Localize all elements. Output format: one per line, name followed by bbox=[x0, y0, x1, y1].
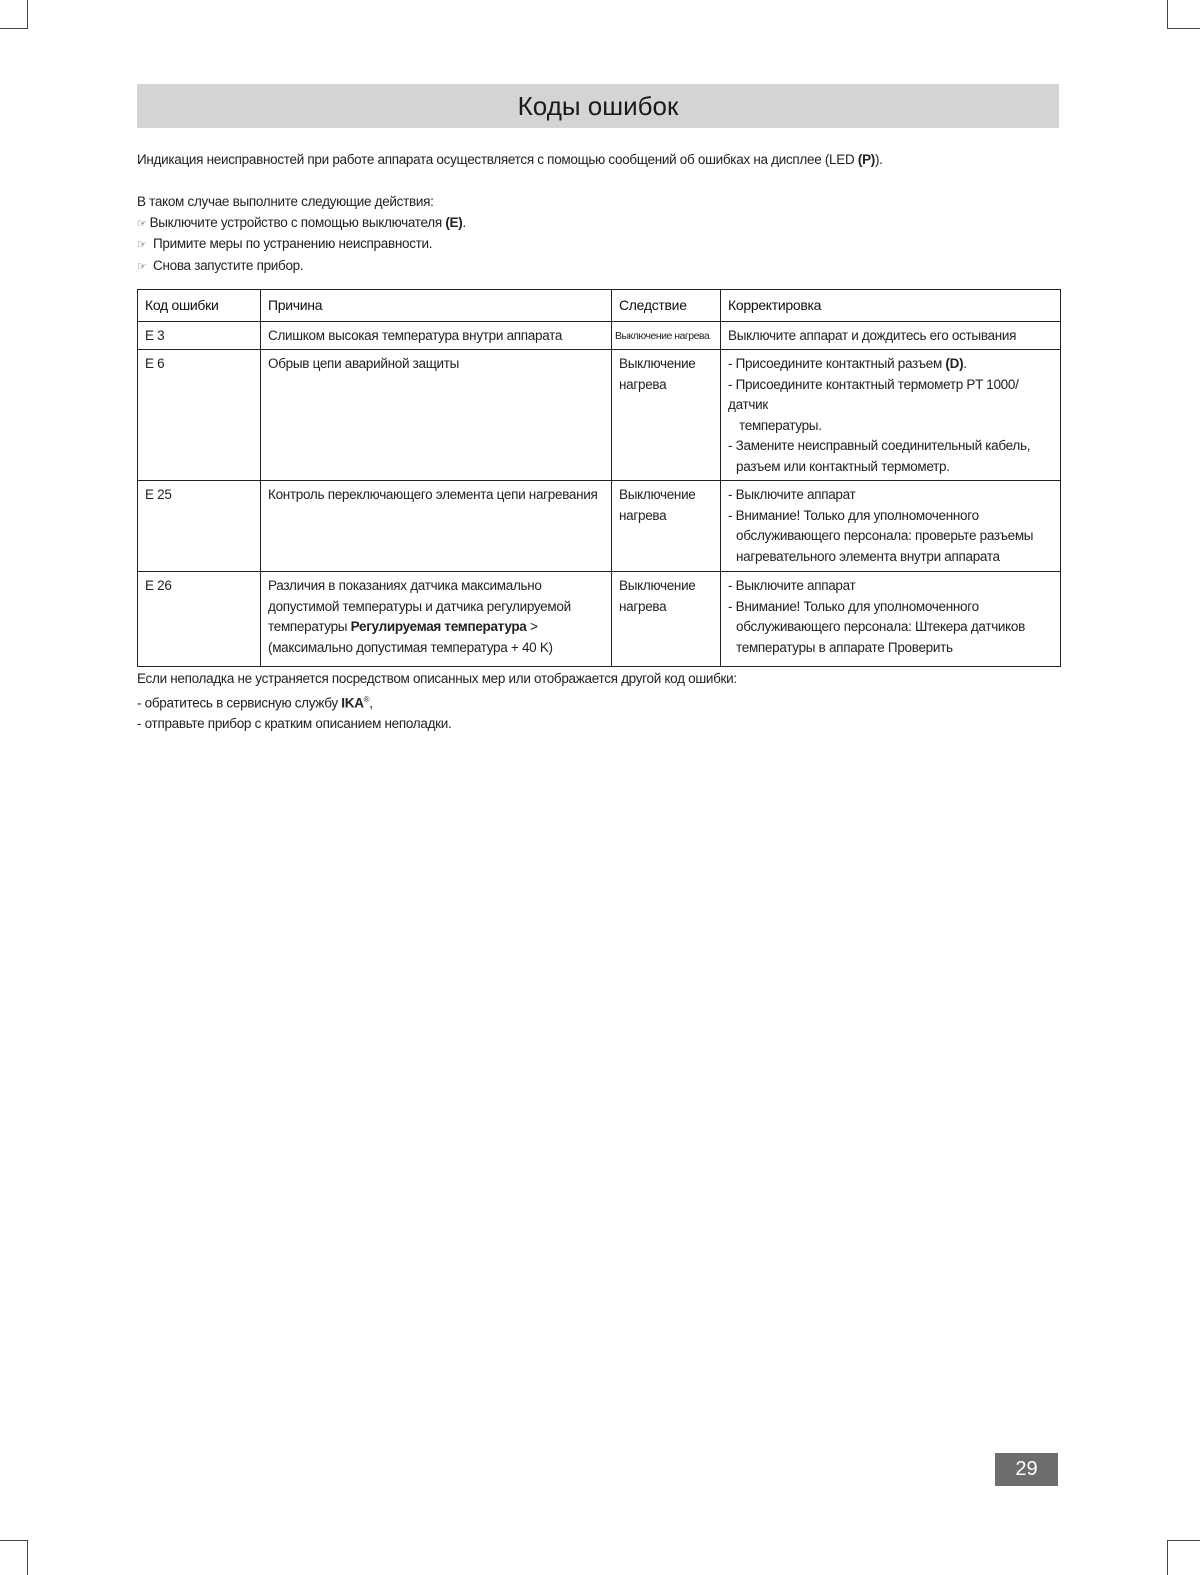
intro-paragraph bbox=[137, 150, 883, 171]
fix-line: температуры в аппарате Проверить bbox=[736, 639, 953, 655]
action-text: Выключите устройство с помощью выключателя bbox=[149, 214, 446, 230]
error-fix bbox=[721, 572, 1061, 667]
action-bold: (E) bbox=[445, 214, 463, 230]
footer-end: , bbox=[369, 695, 373, 710]
crop-mark bbox=[0, 1540, 28, 1541]
action-end: . bbox=[462, 214, 466, 230]
header-code: Код ошибки bbox=[138, 290, 261, 322]
action-item bbox=[137, 213, 466, 235]
error-fix bbox=[721, 481, 1061, 572]
cause-end: > (максимально допустимая температура + 40 K) bbox=[268, 619, 553, 655]
error-effect: Выключение нагрева bbox=[612, 350, 721, 481]
fix-line: температуры. bbox=[739, 417, 822, 433]
brand-name: IKA bbox=[341, 695, 364, 710]
crop-mark bbox=[1167, 0, 1168, 28]
footer-block bbox=[137, 669, 737, 734]
error-cause: Обрыв цепи аварийной защиты bbox=[261, 350, 612, 481]
crop-mark bbox=[1167, 28, 1200, 29]
table-row bbox=[138, 481, 1061, 572]
fix-line bbox=[728, 356, 967, 371]
page-title: Коды ошибок bbox=[137, 84, 1059, 128]
fix-line: обслуживающего персонала: проверьте разъемы bbox=[736, 528, 1034, 543]
fix-line: - Выключите аппарат bbox=[728, 578, 856, 593]
pointing-hand-icon: ☞ bbox=[137, 239, 147, 251]
crop-mark bbox=[1167, 1540, 1168, 1575]
fix-bold: (D) bbox=[945, 356, 964, 371]
footer-line bbox=[137, 690, 737, 714]
fix-line: - Выключите аппарат bbox=[728, 487, 856, 502]
error-code: E 25 bbox=[138, 481, 261, 572]
fix-line: разъем или контактный термометр. bbox=[736, 458, 950, 474]
fix-line: обслуживающего персонала: Штекера датчиков bbox=[736, 619, 1026, 634]
table-row bbox=[138, 572, 1061, 667]
fix-line: - Внимание! Только для уполномоченного bbox=[728, 598, 979, 614]
actions-block bbox=[137, 192, 466, 277]
action-item bbox=[137, 234, 466, 256]
error-cause: Слишком высокая температура внутри аппарата bbox=[261, 321, 612, 350]
error-cause: Контроль переключающего элемента цепи нагревания bbox=[261, 481, 612, 572]
intro-bold: (P) bbox=[857, 152, 875, 167]
pointing-hand-icon: ☞ bbox=[137, 217, 147, 230]
cause-text: Различия в показаниях датчика максимально допустимой температуры и датчика регулируемой температуры bbox=[268, 578, 571, 634]
fix-end: . bbox=[963, 356, 967, 371]
error-code: E 26 bbox=[138, 572, 261, 667]
error-effect: Выключение нагрева bbox=[612, 572, 721, 667]
error-effect: Выключение нагрева bbox=[612, 481, 721, 572]
error-code: E 3 bbox=[138, 321, 261, 350]
fix-line: нагревательного элемента внутри аппарата bbox=[736, 548, 1000, 564]
header-fix: Корректировка bbox=[721, 290, 1061, 322]
action-text: Снова запустите прибор. bbox=[153, 257, 304, 273]
cause-bold: Регулируемая температура bbox=[350, 619, 527, 634]
table-row bbox=[138, 321, 1061, 350]
error-codes-table bbox=[137, 289, 1061, 667]
fix-line: - Внимание! Только для уполномоченного bbox=[728, 507, 979, 523]
fix-line: - Замените неисправный соединительный кабель, bbox=[728, 438, 1031, 453]
error-code: E 6 bbox=[138, 350, 261, 481]
table-row bbox=[138, 350, 1061, 481]
intro-text: Индикация неисправностей при работе аппарата осуществляется с помощью сообщений об ошибках на дисплее (LED bbox=[137, 152, 858, 167]
registered-mark: ® bbox=[363, 694, 370, 704]
table-header-row bbox=[138, 290, 1061, 322]
actions-heading: В таком случае выполните следующие действия: bbox=[137, 194, 434, 209]
footer-line: Если неполадка не устраняется посредством описанных мер или отображается другой код ошибки: bbox=[137, 671, 737, 686]
crop-mark bbox=[27, 0, 28, 28]
intro-end: ). bbox=[874, 152, 883, 167]
pointing-hand-icon: ☞ bbox=[137, 260, 147, 273]
error-fix: Выключите аппарат и дождитесь его остывания bbox=[721, 321, 1061, 350]
crop-mark bbox=[1167, 1540, 1200, 1541]
header-cause: Причина bbox=[261, 290, 612, 322]
crop-mark bbox=[0, 28, 28, 29]
fix-line: - Присоедините контактный термометр PT 1000/датчик bbox=[728, 376, 1019, 412]
header-effect: Следствие bbox=[612, 290, 721, 322]
error-cause bbox=[261, 572, 612, 667]
action-item bbox=[137, 256, 466, 278]
footer-line: - отправьте прибор с кратким описанием неполадки. bbox=[137, 715, 452, 731]
crop-mark bbox=[27, 1540, 28, 1575]
footer-text: - обратитесь в сервисную службу bbox=[137, 695, 342, 710]
fix-text: - Присоедините контактный разъем bbox=[728, 356, 946, 371]
page-number: 29 bbox=[995, 1453, 1058, 1486]
error-effect: Выключение нагрева bbox=[612, 321, 721, 350]
action-text: Примите меры по устранению неисправности. bbox=[153, 236, 433, 251]
error-fix bbox=[721, 350, 1061, 481]
